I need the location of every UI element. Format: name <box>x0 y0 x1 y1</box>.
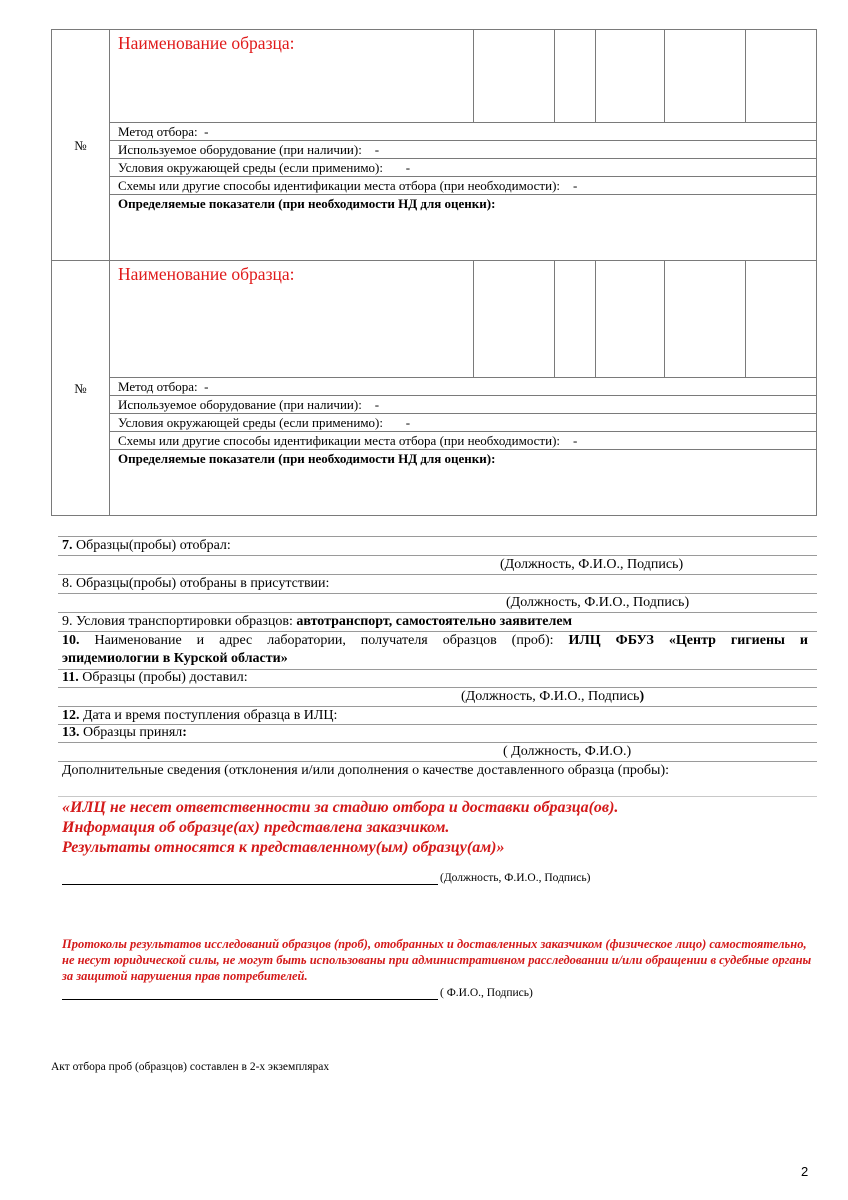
section-divider <box>58 706 817 707</box>
section-7-text: Образцы(пробы) отобрал: <box>72 538 231 553</box>
section-10-lab-name-cont: эпидемиологии в Курской области» <box>62 651 288 666</box>
section-13-signature-hint: ( Должность, Ф.И.О.) <box>503 744 632 759</box>
page-number: 2 <box>801 1164 809 1179</box>
section-11-text: Образцы (пробы) доставил: <box>78 670 248 685</box>
section-divider <box>58 796 817 797</box>
section-13 <box>62 725 187 741</box>
determined-indicators: Определяемые показатели (при необходимости НД для оценки): <box>118 451 496 466</box>
equipment-used: Используемое оборудование (при наличии): - <box>118 142 380 157</box>
section-8-text: 8. Образцы(пробы) отобраны в присутствии: <box>62 576 330 591</box>
sample-name-title: Наименование образца: <box>118 264 295 284</box>
section-divider <box>58 574 817 575</box>
grid-line <box>109 140 817 141</box>
grid-line <box>109 395 817 396</box>
act-copies-note: Акт отбора проб (образцов) составлен в 2-х экземплярах <box>51 1061 330 1073</box>
section-divider <box>58 742 817 743</box>
grid-line <box>745 30 746 122</box>
section-13-text: Образцы принял <box>79 725 183 740</box>
section-13-number: 13. <box>62 725 80 740</box>
sample-number-label: № <box>74 381 87 396</box>
signature-hint-2: ( Ф.И.О., Подпись) <box>440 987 533 999</box>
disclaimer-line-2: Информация об образце(ах) представлена заказчиком. <box>62 819 450 836</box>
grid-line <box>109 377 817 378</box>
identification-schemes: Схемы или другие способы идентификации места отбора (при необходимости): - <box>118 433 578 448</box>
signature-line-2 <box>62 999 438 1000</box>
grid-line <box>473 30 474 122</box>
environment-conditions: Условия окружающей среды (если применимо): - <box>118 415 411 430</box>
environment-conditions: Условия окружающей среды (если применимо): - <box>118 160 411 175</box>
section-7 <box>62 538 231 554</box>
section-11-sign-text: (Должность, Ф.И.О., Подпись <box>461 689 640 704</box>
section-9 <box>62 614 572 630</box>
disclaimer-line-3: Результаты относятся к представленному(ым) образцу(ам)» <box>62 839 505 856</box>
grid-line <box>554 30 555 122</box>
section-10-lab-name: ИЛЦ ФБУЗ «Центр гигиены и <box>568 633 808 648</box>
grid-line <box>109 158 817 159</box>
sample-name-title: Наименование образца: <box>118 33 295 53</box>
section-13-colon: : <box>182 725 187 740</box>
section-divider <box>58 612 817 613</box>
section-12 <box>62 708 337 724</box>
section-12-text: Дата и время поступления образца в ИЛЦ: <box>79 708 338 723</box>
grid-line <box>664 261 665 377</box>
grid-line <box>109 194 817 195</box>
grid-line <box>745 261 746 377</box>
grid-line <box>109 413 817 414</box>
grid-line <box>473 261 474 377</box>
grid-line <box>595 261 596 377</box>
section-divider <box>58 536 817 537</box>
section-8-signature-hint: (Должность, Ф.И.О., Подпись) <box>506 595 690 610</box>
sample-block-1 <box>51 29 817 261</box>
grid-line <box>109 431 817 432</box>
protocols-note: Протоколы результатов исследований образцов (проб), отобранных и доставленных заказчиком (физическое лицо) самостоятельно, не несут юридической силы, не могут быть использованы при административном расследовании и/или обращении в судебные органы за защитой нарушения прав потребителей. <box>62 937 812 983</box>
signature-line-1 <box>62 884 438 885</box>
section-10-text: Наименование и адрес лаборатории, получателя образцов (проб): <box>79 633 569 648</box>
equipment-used: Используемое оборудование (при наличии): - <box>118 397 380 412</box>
section-11-sign-paren: ) <box>639 689 645 704</box>
section-10 <box>62 633 808 649</box>
sample-number-label: № <box>74 138 87 153</box>
section-divider <box>58 555 817 556</box>
section-10-line2 <box>62 651 288 667</box>
section-9-text: 9. Условия транспортировки образцов: <box>62 614 297 629</box>
section-7-signature-hint: (Должность, Ф.И.О., Подпись) <box>500 557 684 572</box>
grid-line <box>109 449 817 450</box>
sampling-method: Метод отбора: - <box>118 124 209 139</box>
grid-line <box>554 261 555 377</box>
section-divider <box>58 687 817 688</box>
section-divider <box>58 593 817 594</box>
grid-line <box>595 30 596 122</box>
section-11-number: 11. <box>62 670 79 685</box>
section-9-value: автотранспорт, самостоятельно заявителем <box>296 614 573 629</box>
section-11-signature-hint <box>461 689 644 705</box>
section-12-number: 12. <box>62 708 80 723</box>
signature-hint-1: (Должность, Ф.И.О., Подпись) <box>440 872 591 884</box>
grid-line <box>109 176 817 177</box>
identification-schemes: Схемы или другие способы идентификации места отбора (при необходимости): - <box>118 178 578 193</box>
section-11 <box>62 670 248 686</box>
section-10-number: 10. <box>62 633 80 648</box>
sampling-method: Метод отбора: - <box>118 379 209 394</box>
sample-block-2 <box>51 260 817 516</box>
grid-line <box>109 122 817 123</box>
section-divider <box>58 631 817 632</box>
grid-line <box>664 30 665 122</box>
determined-indicators: Определяемые показатели (при необходимости НД для оценки): <box>118 196 496 211</box>
section-7-number: 7. <box>62 538 73 553</box>
additional-info: Дополнительные сведения (отклонения и/или дополнения о качестве доставленного образца (пробы): <box>62 763 670 778</box>
section-divider <box>58 761 817 762</box>
disclaimer-line-1: «ИЛЦ не несет ответственности за стадию отбора и доставки образца(ов). <box>62 799 619 816</box>
